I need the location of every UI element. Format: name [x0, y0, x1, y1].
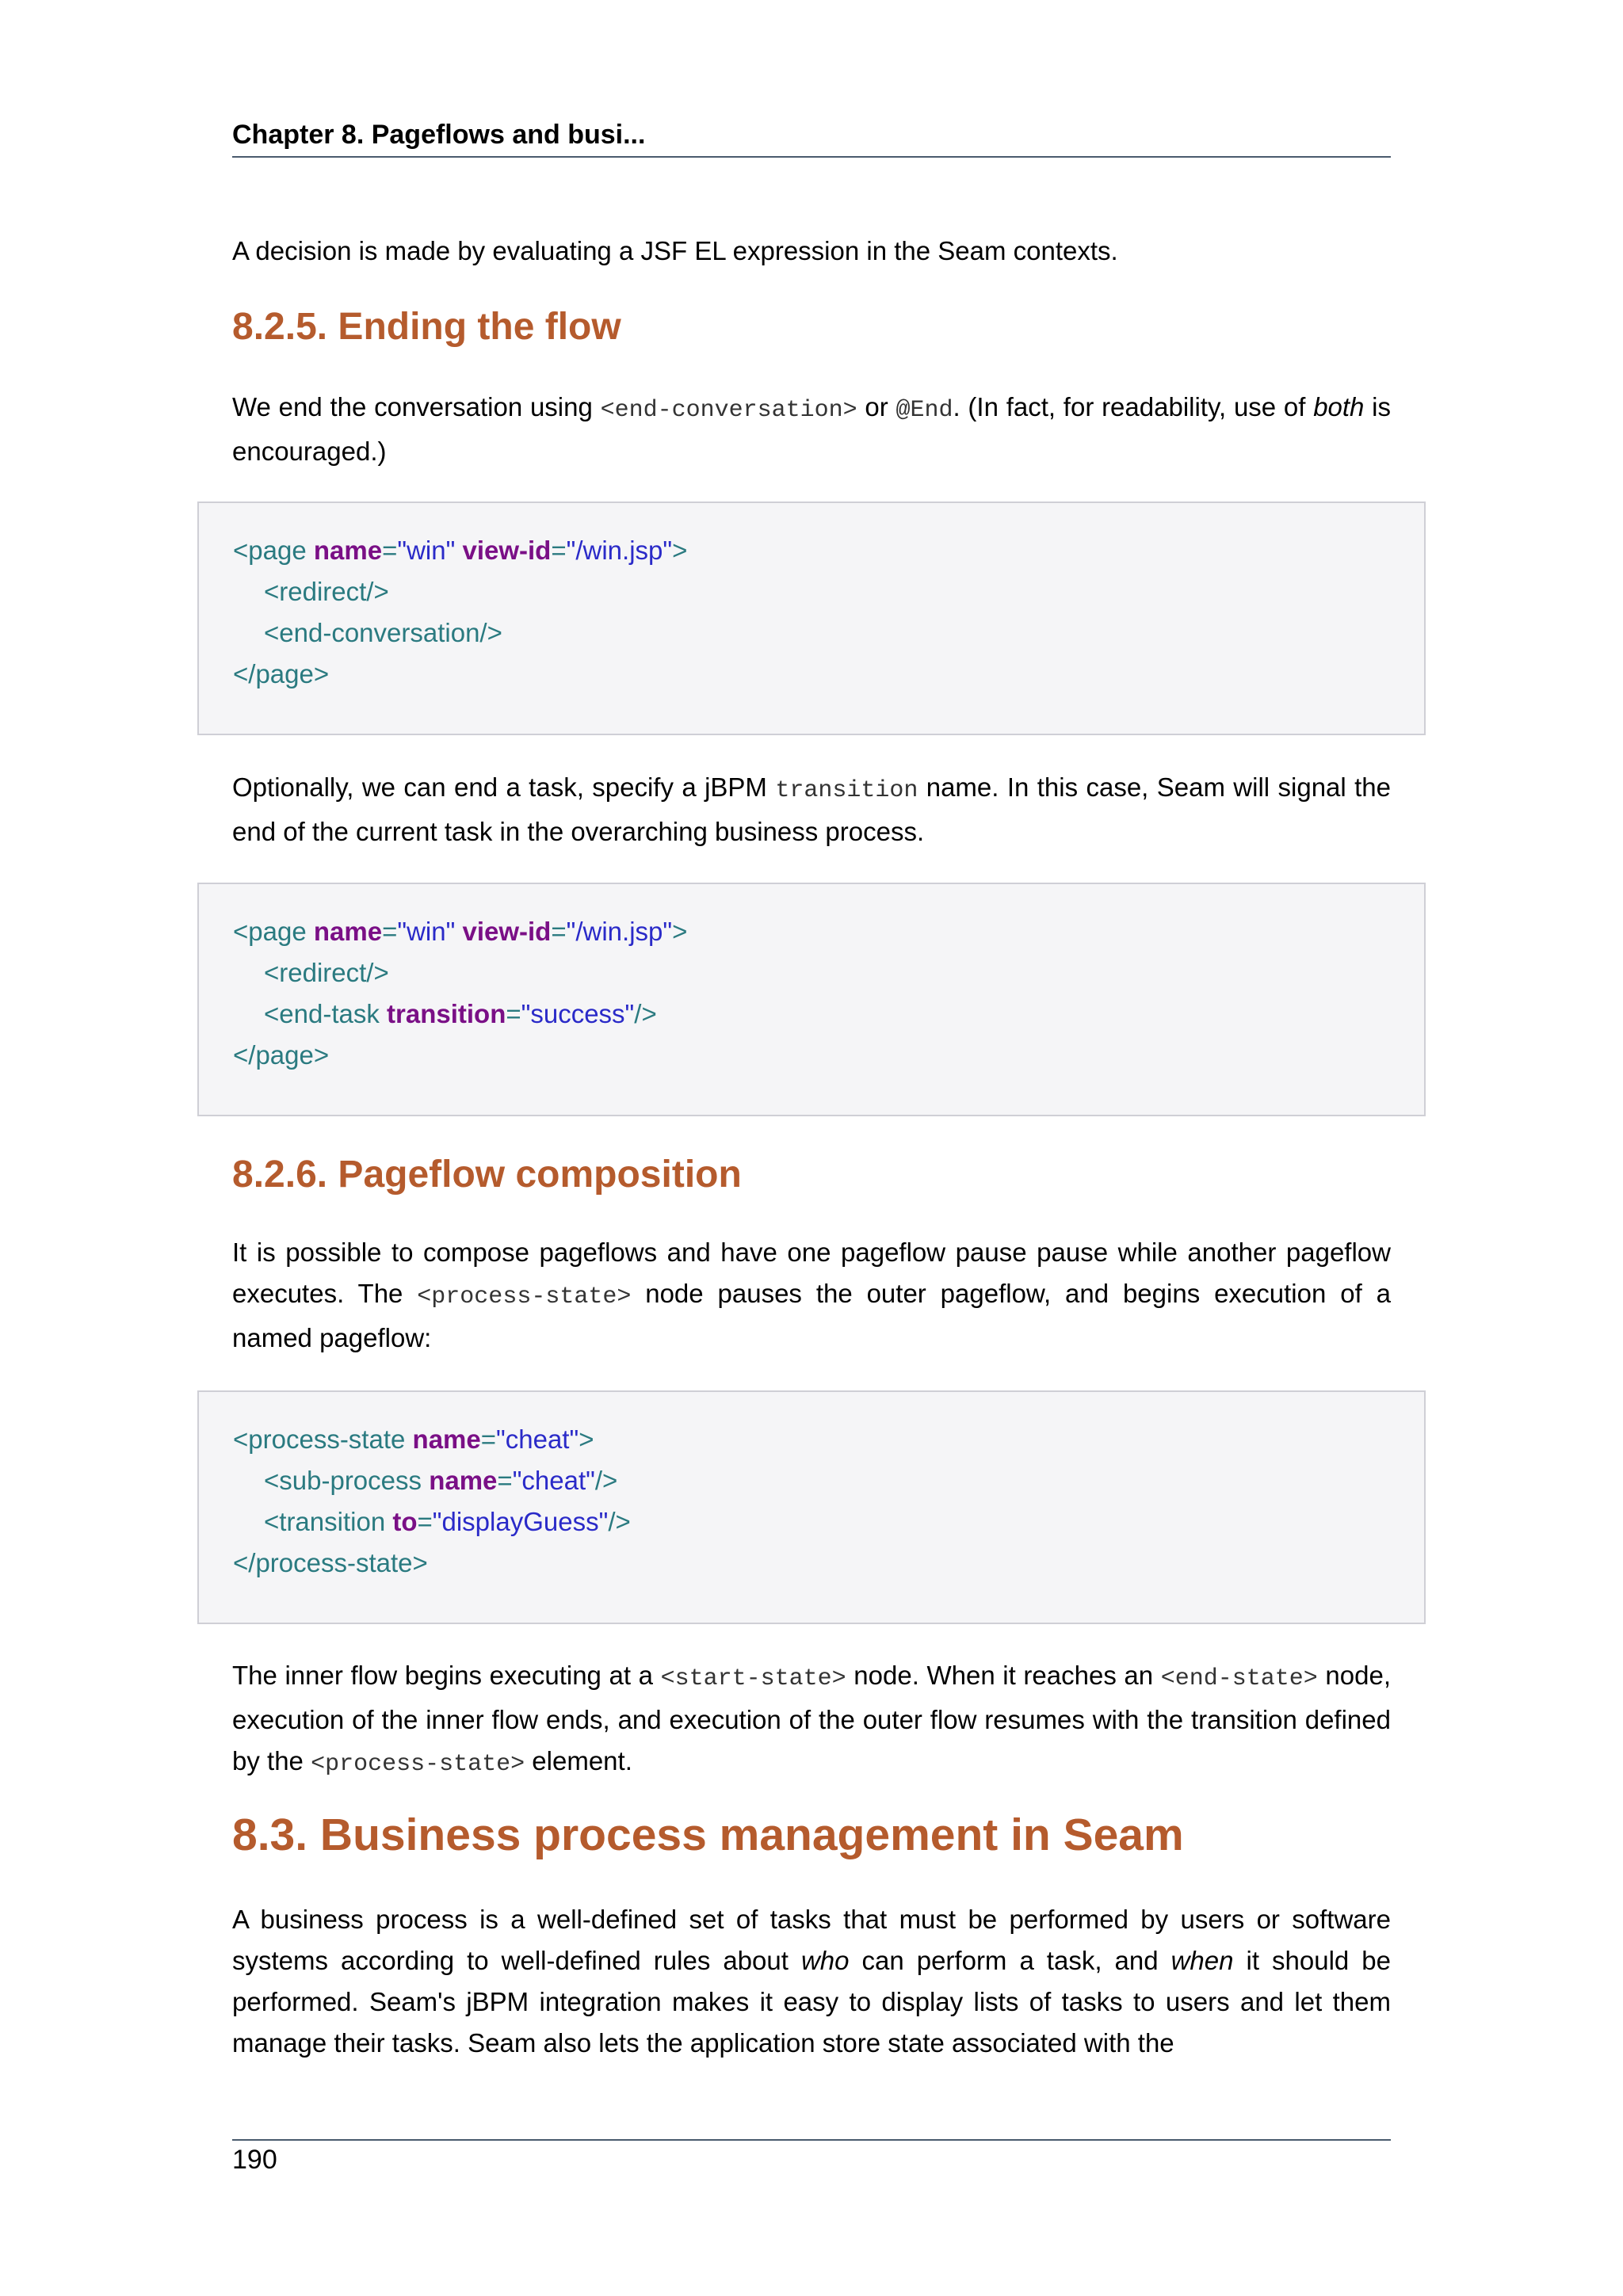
code-line: <redirect/>: [264, 958, 389, 987]
code-block-process-state: [197, 1390, 1426, 1624]
code-line: </page>: [233, 1040, 330, 1070]
code-line: <end-task transition="success"/>: [264, 999, 657, 1028]
code-line: <sub-process name="cheat"/>: [264, 1466, 618, 1495]
code-line: <page name="win" view-id="/win.jsp">: [233, 536, 688, 565]
decision-paragraph: A decision is made by evaluating a JSF EL expression in the Seam contexts.: [232, 236, 1118, 265]
pageflow-composition-paragraph: It is possible to compose pageflows and have one pageflow pause pause while another pageflow executes. The <process-state> node pauses the outer pageflow, and begins execution of a named pageflow:: [232, 1238, 1391, 1352]
code-line: </page>: [233, 659, 330, 688]
inline-code: <start-state>: [660, 1665, 846, 1692]
section-8-3-heading: 8.3. Business process management in Seam: [232, 1810, 1184, 1860]
business-process-paragraph: A business process is a well-defined set of tasks that must be performed by users or software systems according to well-defined rules about who can perform a task, and when it should be performed. Seam's jBPM integration makes it easy to display lists of tasks to users and let them manage their tasks. Seam also lets the application store state associated with the: [232, 1905, 1391, 2058]
running-header: Chapter 8. Pageflows and busi...: [232, 120, 646, 150]
code-block-end-task: [197, 883, 1426, 1116]
inline-code: <process-state>: [311, 1751, 525, 1778]
page-number: 190: [232, 2145, 277, 2175]
inner-flow-paragraph: The inner flow begins executing at a <start-state> node. When it reaches an <end-state> node, execution of the inner flow ends, and execution of the outer flow resumes with the transition defined by the <process-state> element.: [232, 1661, 1392, 1778]
ending-flow-paragraph: We end the conversation using <end-conversation> or @End. (In fact, for readability, use of both is encouraged.): [232, 392, 1392, 466]
code-block-end-conversation: [197, 502, 1426, 735]
footer-rule: [232, 2139, 1391, 2141]
inline-code: <process-state>: [417, 1283, 632, 1310]
code-line: <transition to="displayGuess"/>: [264, 1507, 631, 1536]
inline-code: @End: [896, 397, 953, 424]
section-8-2-5-heading: 8.2.5. Ending the flow: [232, 306, 621, 348]
inline-code: <end-conversation>: [600, 397, 857, 424]
inline-code: <end-state>: [1160, 1665, 1318, 1692]
code-line: <redirect/>: [264, 577, 389, 606]
code-line: <page name="win" view-id="/win.jsp">: [233, 917, 688, 946]
inline-code: transition: [775, 777, 918, 804]
end-task-paragraph: Optionally, we can end a task, specify a jBPM transition name. In this case, Seam will signal the end of the current task in the overarching business process.: [232, 772, 1391, 846]
code-line: <end-conversation/>: [264, 618, 502, 647]
code-line: </process-state>: [233, 1548, 428, 1577]
code-line: <process-state name="cheat">: [233, 1425, 594, 1454]
header-rule: [232, 156, 1391, 158]
section-8-2-6-heading: 8.2.6. Pageflow composition: [232, 1154, 742, 1196]
